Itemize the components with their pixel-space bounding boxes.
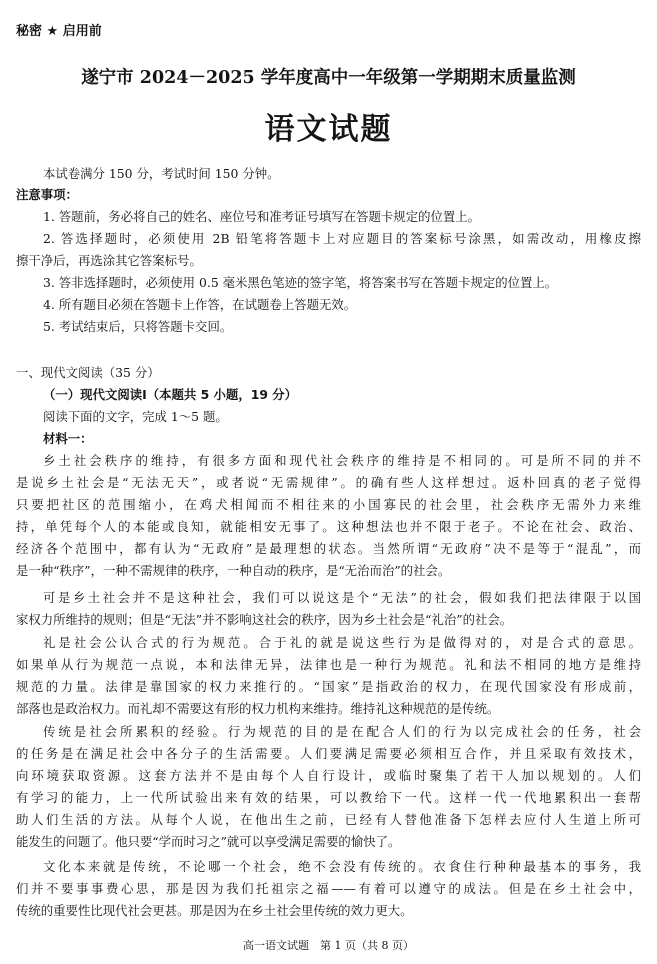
intro-text: 本试卷满分 150 分，考试时间 150 分钟。 [43, 166, 280, 181]
notice-item: 4. 所有题目必须在答题卡上作答，在试题卷上答题无效。 [43, 297, 357, 312]
section-heading: 一、现代文阅读（35 分） [16, 365, 160, 380]
notice-item: 2. 答选择题时，必须使用 2B 铅笔将答题卡上对应题目的答案标号涂黑，如需改动，用橡皮擦 [43, 231, 641, 246]
notice-item: 擦干净后，再选涂其它答案标号。 [16, 253, 202, 268]
passage-line: 如果单从行为规范一点说，本和法律无异，法律也是一种行为规范。礼和法不相同的地方是维持 [16, 657, 641, 672]
passage-line: 有学习的能力，上一代所试验出来有效的结果，可以教给下一代。这样一代一代地累积出一套帮 [16, 790, 641, 805]
passage-line: 们并不要事事费心思，那是因为我们托祖宗之福——有着可以遵守的成法。但是在乡土社会中， [16, 881, 641, 896]
passage-line: 传统是社会所累积的经验。行为规范的目的是在配合人们的行为以完成社会的任务，社会 [43, 724, 641, 739]
passage-line: 只要把社区的范围缩小，在鸡犬相闻而不相往来的小国寡民的社会里，社会秩序无需外力来维 [16, 497, 641, 512]
confidential-label: 秘密 ★ 启用前 [16, 24, 102, 39]
passage-line: 是一种“秩序”，一种不需规律的秩序，一种自动的秩序，是“无治而治”的社会。 [16, 563, 451, 578]
passage-line: 部落也是政治权力。而礼却不需要这有形的权力机构来维持。维持礼这种规范的是传统。 [16, 701, 500, 716]
passage-line: 是说乡土社会是“无法无天”，或者说“无需规律”。的确有些人这样想过。返朴回真的老子觉得 [16, 475, 641, 490]
passage-line: 的任务是在满足社会中各分子的生活需要。人们要满足需要必须相互合作，并且采取有效技术， [16, 746, 641, 761]
passage-line: 可是乡土社会并不是这种社会，我们可以说这是个“无法”的社会，假如我们把法律限于以国 [43, 590, 641, 605]
passage-line: 向环境获取资源。这套方法并不是由每个人自行设计，或临时聚集了若干人加以规划的。人们 [16, 768, 641, 783]
notice-item: 3. 答非选择题时，必须使用 0.5 毫米黑色笔迹的签字笔，将答案书写在答题卡规定的位置上。 [43, 275, 558, 290]
passage-line: 助人们生活的方法。从每个人说，在他出生之前，已经有人替他准备下怎样去应付人生道上所可 [16, 812, 641, 827]
passage-line: 持，单凭每个人的本能或良知，就能相安无事了。这种想法也并不限于老子。不论在社会、政治、 [16, 519, 641, 534]
notice-heading: 注意事项： [16, 187, 78, 202]
notice-item: 1. 答题前，务必将自己的姓名、座位号和准考证号填写在答题卡规定的位置上。 [43, 209, 481, 224]
passage-line: 规范的力量。法律是靠国家的权力来推行的。“国家”是指政治的权力，在现代国家没有形成前， [16, 679, 641, 694]
notice-item: 5. 考试结束后，只将答题卡交回。 [43, 319, 233, 334]
material-label: 材料一： [43, 431, 93, 446]
passage-line: 经济各个范围中，都有认为“无政府”是最理想的状态。当然所谓“无政府”决不是等于“混乱”，而 [16, 541, 641, 556]
subsection-heading: （一）现代文阅读Ⅰ（本题共 5 小题，19 分） [43, 387, 298, 402]
passage-line: 礼是社会公认合式的行为规范。合于礼的就是说这些行为是做得对的，对是合式的意思。 [43, 635, 641, 650]
subject-title: 语文试题 [264, 112, 393, 147]
passage-line: 文化本来就是传统，不论哪一个社会，绝不会没有传统的。衣食住行种种最基本的事务，我 [43, 859, 641, 874]
passage-line: 能发生的问题了。他只要“学而时习之”就可以享受满足需要的愉快了。 [16, 834, 401, 849]
reading-instruction: 阅读下面的文字，完成 1～5 题。 [43, 409, 228, 424]
passage-line: 家权力所维持的规则；但是“无法”并不影响这社会的秩序，因为乡土社会是“礼治”的社会。 [16, 612, 513, 627]
page-footer: 高一语文试题 第 1 页（共 8 页） [243, 939, 414, 952]
passage-line: 传统的重要性比现代社会更甚。那是因为在乡土社会里传统的效力更大。 [16, 903, 413, 918]
passage-line: 乡土社会秩序的维持，有很多方面和现代社会秩序的维持是不相同的。可是所不同的并不 [43, 453, 641, 468]
exam-title: 遂宁市 2024－2025 学年度高中一年级第一学期期末质量监测 [81, 68, 576, 88]
